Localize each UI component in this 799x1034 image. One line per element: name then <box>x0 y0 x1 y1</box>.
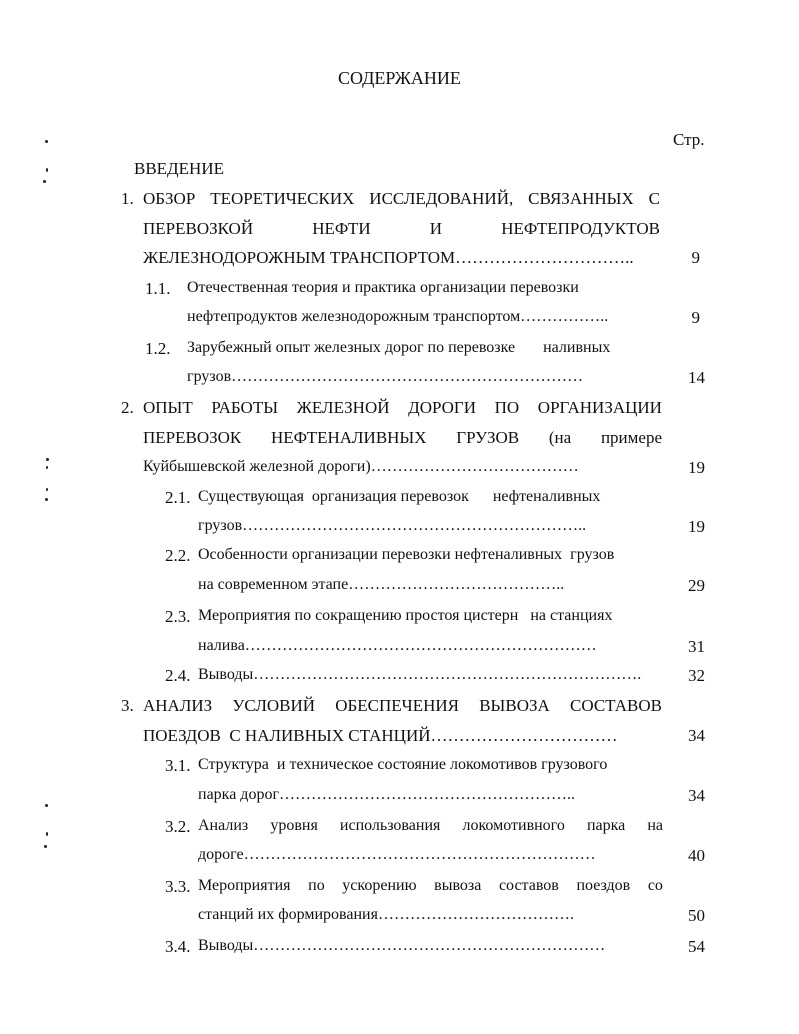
entry-text: на современном этапе <box>198 576 349 593</box>
word: СОСТАВОВ <box>570 696 662 715</box>
word: АНАЛИЗ <box>143 696 213 715</box>
word: НЕФТЕПРОДУКТОВ <box>501 219 660 238</box>
leader-dots: ……………………………………………….. <box>279 786 575 803</box>
entry-line-1: Существующая организация перевозок нефтеналивных <box>198 488 601 505</box>
page-number: 54 <box>688 937 705 956</box>
word: С <box>648 189 660 208</box>
entry-number: 3.4. <box>165 937 191 956</box>
leader-dots: ………………………………………………………… <box>243 846 596 863</box>
entry-number: 3.3. <box>165 877 191 896</box>
word: локомотивного <box>462 817 565 834</box>
entry-text: ЖЕЛЕЗНОДОРОЖНЫМ ТРАНСПОРТОМ <box>143 248 456 267</box>
word: ПЕРЕВОЗОК <box>143 428 242 447</box>
entry-text: парка дорог <box>198 786 279 803</box>
entry-line-1: Мероприятия по сокращению простоя цистерн на станциях <box>198 607 613 624</box>
entry-text: Выводы <box>198 666 254 683</box>
scan-speck <box>44 845 47 848</box>
word: составов <box>498 877 559 894</box>
scan-speck <box>46 168 48 172</box>
page-number: 31 <box>688 637 705 656</box>
entry-number: 1. <box>121 189 134 208</box>
entry-text: станций их формирования <box>198 906 378 923</box>
entry-text: Куйбышевской железной дороги) <box>143 458 371 475</box>
word: ГРУЗОВ <box>456 428 520 447</box>
word: примере <box>600 428 662 447</box>
scan-speck <box>46 466 48 469</box>
leader-dots: ………………………………………………………… <box>231 368 584 385</box>
leader-dots: ………………………………………………………… <box>244 637 597 654</box>
entry-line-2 <box>198 786 575 804</box>
word: НЕФТЕНАЛИВНЫХ <box>271 428 427 447</box>
entry-line-2 <box>198 846 596 864</box>
page-number: 9 <box>691 308 700 327</box>
word: ДОРОГИ <box>408 398 477 417</box>
toc-entry-introduction: ВВЕДЕНИЕ <box>134 159 224 178</box>
page-number: 19 <box>688 458 705 477</box>
word: вывоза <box>434 877 482 894</box>
word: ОБЗОР <box>143 189 196 208</box>
page-number: 14 <box>688 368 705 387</box>
entry-line-2 <box>198 576 564 594</box>
page-number: 34 <box>688 726 705 745</box>
entry-line-1 <box>143 189 660 209</box>
entry-line-2 <box>198 517 586 535</box>
scan-speck <box>45 140 48 143</box>
leader-dots: ………………………….. <box>455 248 634 267</box>
entry-number: 3. <box>121 696 134 715</box>
word: СВЯЗАННЫХ <box>528 189 634 208</box>
entry-number: 2. <box>121 398 134 417</box>
word: уровня <box>270 817 318 834</box>
word: использования <box>339 817 441 834</box>
entry-line-2 <box>187 308 608 326</box>
leader-dots: ………………………………………………………………. <box>253 666 642 683</box>
leader-dots: ………………………………. <box>377 906 574 923</box>
entry-line-1: Структура и техническое состояние локомотивов грузового <box>198 756 608 773</box>
page-number: 34 <box>688 786 705 805</box>
word: ПО <box>494 398 520 417</box>
leader-dots: ………………………………………………………… <box>253 937 606 954</box>
scan-speck <box>46 832 48 836</box>
page-number: 29 <box>688 576 705 595</box>
word: ИССЛЕДОВАНИЙ, <box>369 189 514 208</box>
page-number: 32 <box>688 666 705 685</box>
entry-line-1: Зарубежный опыт железных дорог по перевозке наливных <box>187 339 611 356</box>
entry-text: грузов <box>198 517 243 534</box>
entry-line-1 <box>143 398 662 418</box>
leader-dots: …………………………… <box>430 726 618 745</box>
leader-dots: …………….. <box>520 308 609 325</box>
word: ПЕРЕВОЗКОЙ <box>143 219 254 238</box>
entry-line-1 <box>198 877 663 895</box>
entry-line-2 <box>143 726 618 746</box>
entry-text: налива <box>198 637 245 654</box>
word: ЖЕЛЕЗНОЙ <box>296 398 390 417</box>
word: поездов <box>576 877 631 894</box>
scan-speck <box>46 488 48 491</box>
word: со <box>647 877 663 894</box>
word: ОПЫТ <box>143 398 193 417</box>
word: ОРГАНИЗАЦИИ <box>537 398 662 417</box>
page-number: 19 <box>688 517 705 536</box>
word: ОБЕСПЕЧЕНИЯ <box>335 696 459 715</box>
entry-number: 1.1. <box>145 279 171 298</box>
entry-line-1 <box>143 696 662 716</box>
entry-number: 1.2. <box>145 339 171 358</box>
page-number: 50 <box>688 906 705 925</box>
entry-line-1 <box>198 666 641 684</box>
word: РАБОТЫ <box>211 398 279 417</box>
entry-line-1: Особенности организации перевозки нефтеналивных грузов <box>198 546 615 563</box>
scan-speck <box>45 804 48 807</box>
scan-speck <box>43 180 46 183</box>
leader-dots: ………………………………… <box>370 458 579 475</box>
word: (на <box>548 428 572 447</box>
entry-number: 2.1. <box>165 488 191 507</box>
word: на <box>647 817 663 834</box>
scan-speck <box>46 458 49 461</box>
page-number: 9 <box>691 248 700 267</box>
leader-dots: ………………………………….. <box>348 576 565 593</box>
entry-number: 3.2. <box>165 817 191 836</box>
entry-number: 2.3. <box>165 607 191 626</box>
word: ускорению <box>342 877 417 894</box>
entry-line-1 <box>198 937 605 955</box>
page-column-header: Стр. <box>673 130 705 149</box>
word: ТЕОРЕТИЧЕСКИХ <box>210 189 355 208</box>
entry-line-2 <box>143 219 660 239</box>
entry-number: 2.2. <box>165 546 191 565</box>
word: парка <box>586 817 626 834</box>
entry-text: дороге <box>198 846 244 863</box>
word: Анализ <box>198 817 249 834</box>
entry-text: нефтепродуктов железнодорожным транспортом <box>187 308 521 325</box>
leader-dots: ……………………………………………………….. <box>242 517 587 534</box>
word: И <box>429 219 443 238</box>
entry-number: 2.4. <box>165 666 191 685</box>
entry-line-2 <box>187 368 583 386</box>
entry-line-3 <box>143 458 579 476</box>
word: по <box>308 877 325 894</box>
entry-line-1: Отечественная теория и практика организации перевозки <box>187 279 579 296</box>
entry-text: Выводы <box>198 937 254 954</box>
entry-line-2 <box>198 906 574 924</box>
entry-text: грузов <box>187 368 232 385</box>
scan-speck <box>45 498 48 501</box>
page-number: 40 <box>688 846 705 865</box>
word: НЕФТИ <box>312 219 371 238</box>
entry-number: 3.1. <box>165 756 191 775</box>
entry-line-1 <box>198 817 663 835</box>
entry-line-2 <box>198 637 597 655</box>
word: Мероприятия <box>198 877 291 894</box>
page-title: СОДЕРЖАНИЕ <box>338 68 461 88</box>
entry-text: ПОЕЗДОВ С НАЛИВНЫХ СТАНЦИЙ <box>143 726 431 745</box>
word: ВЫВОЗА <box>479 696 550 715</box>
word: УСЛОВИЙ <box>232 696 316 715</box>
entry-line-3 <box>143 248 634 268</box>
entry-line-2 <box>143 428 662 448</box>
